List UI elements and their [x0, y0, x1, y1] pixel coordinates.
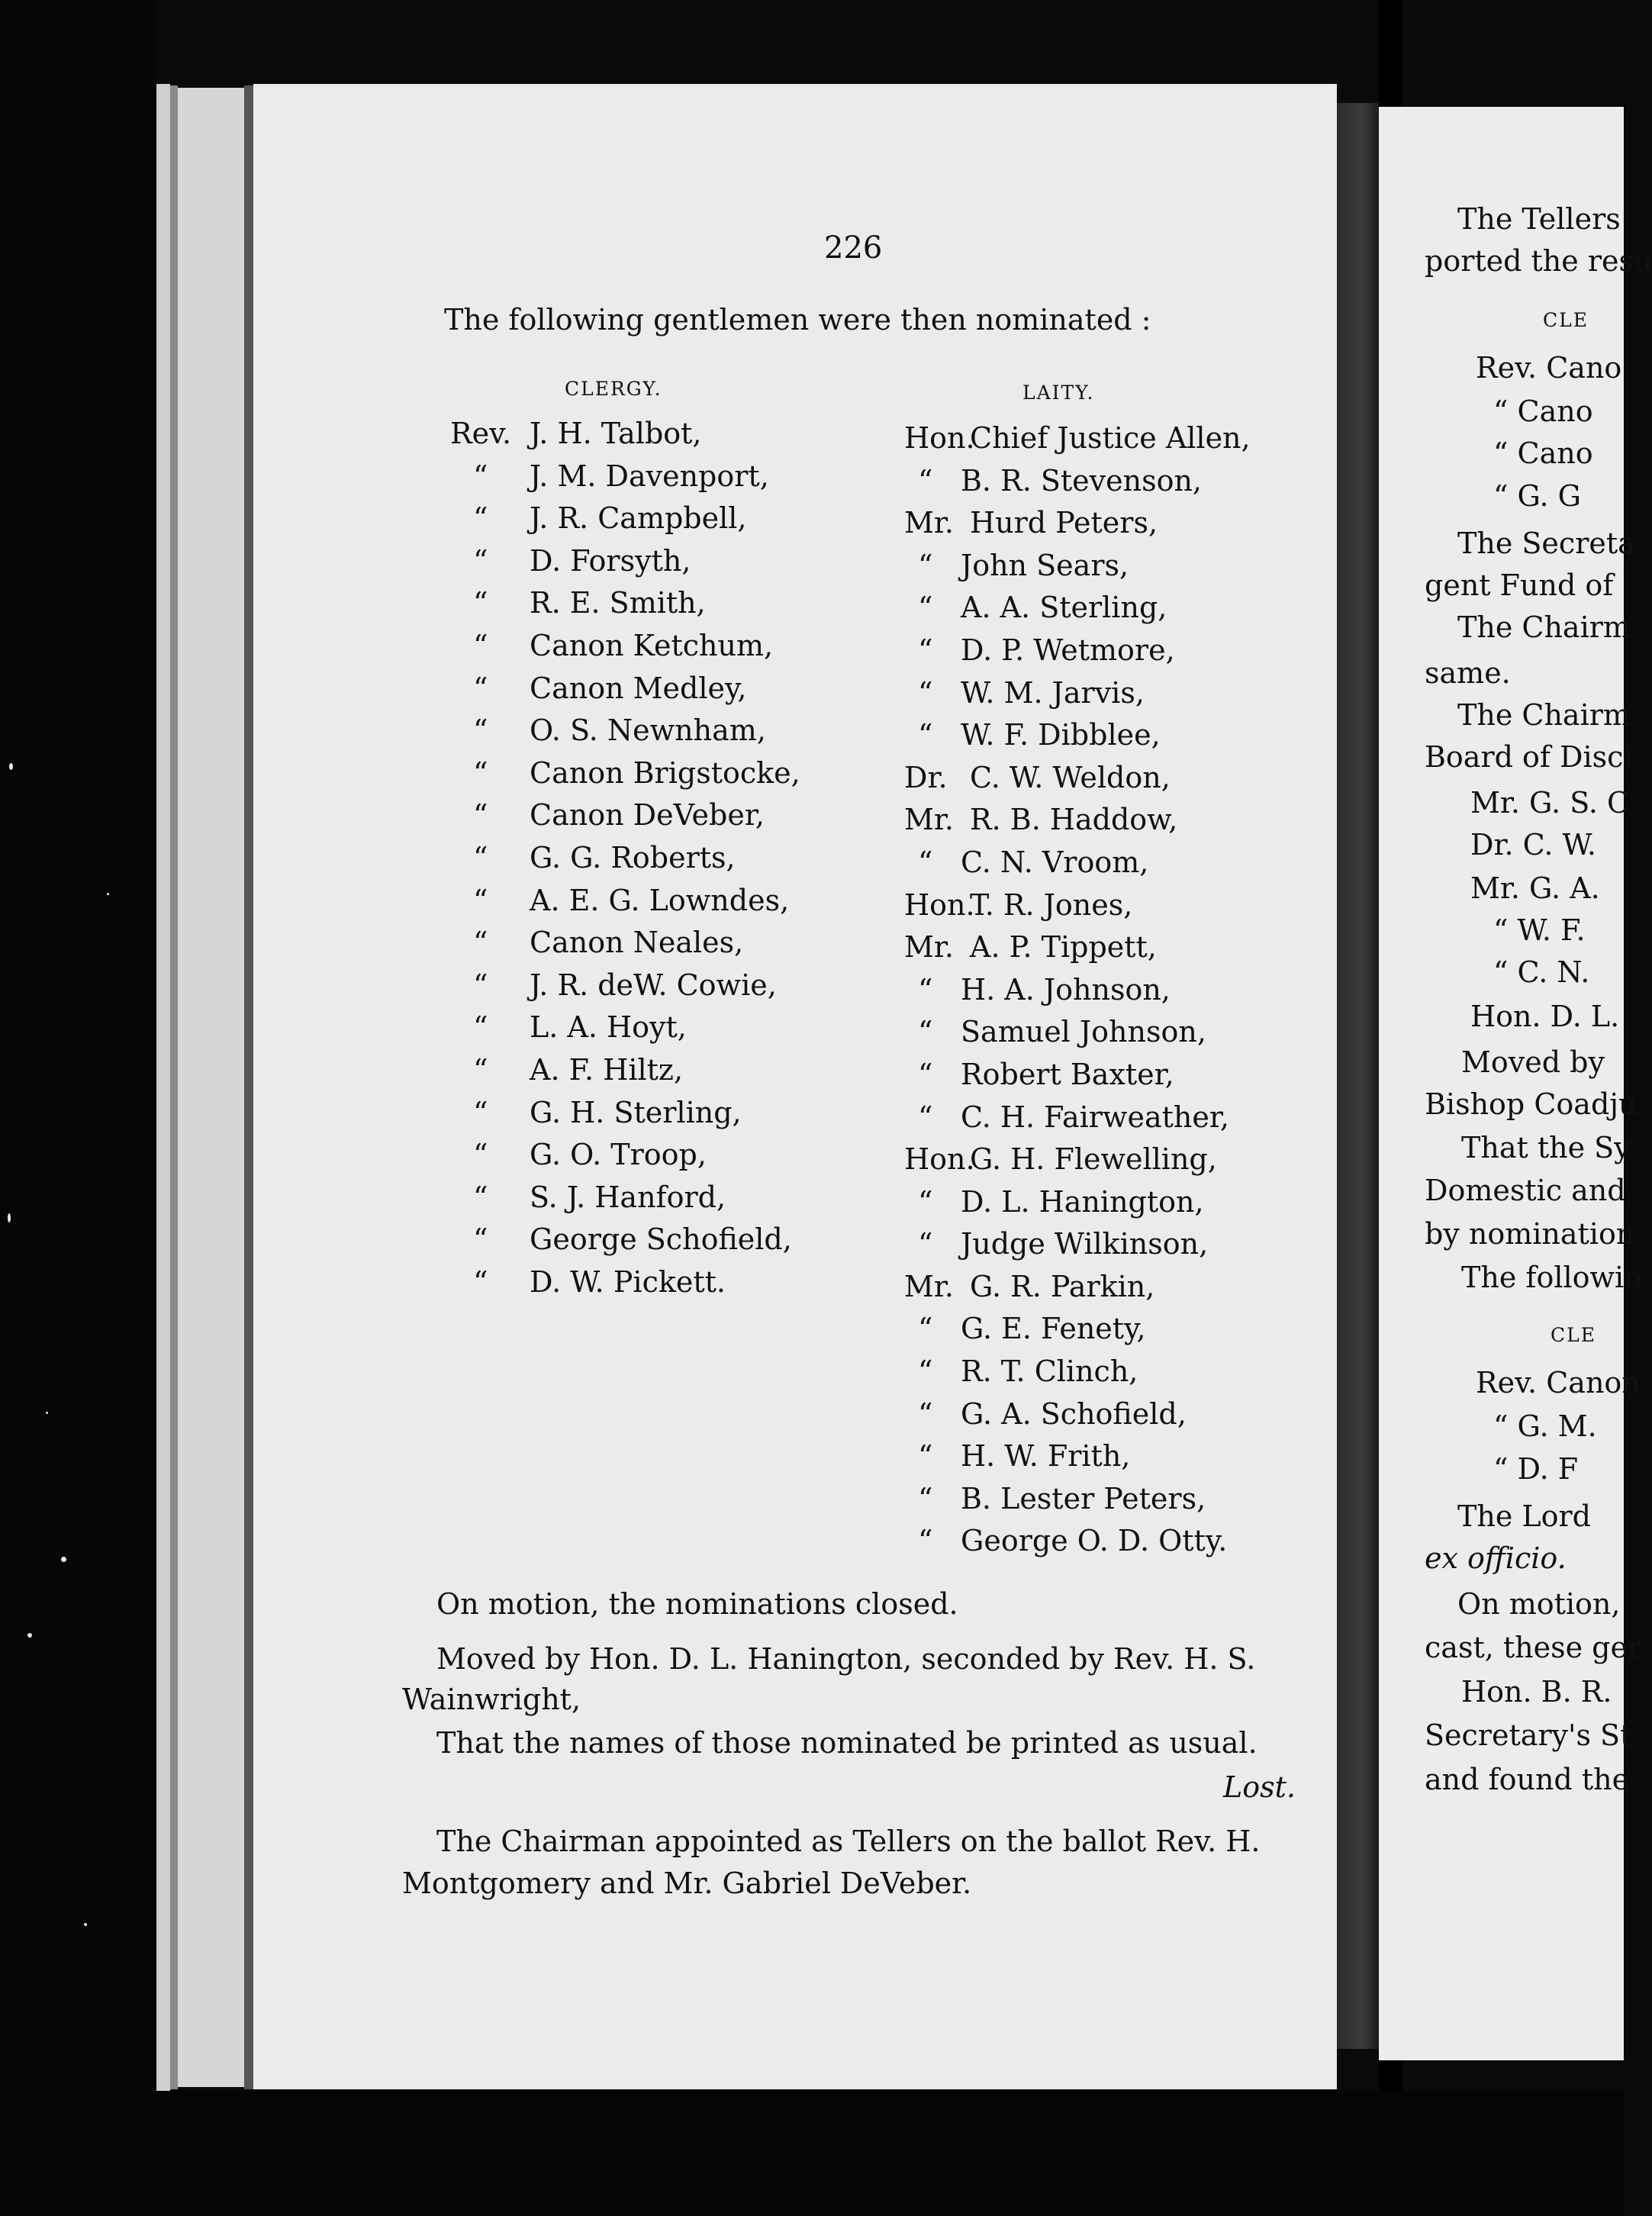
laity-entry: [904, 1312, 1251, 1354]
title-prefix: Mr.: [904, 930, 954, 965]
person-name: O. S. Newnham,: [530, 713, 766, 748]
intro-line: The following gentlemen were then nominated :: [444, 303, 1151, 337]
title-prefix: Mr.: [904, 506, 954, 540]
laity-entry: [904, 1524, 1251, 1567]
laity-entry: [904, 1227, 1251, 1270]
page-number: 226: [824, 230, 883, 266]
right-page-line: Mr. G. A.: [1470, 871, 1600, 905]
right-page-line: ported the resu: [1425, 244, 1652, 278]
laity-entry: [904, 718, 1251, 761]
person-name: Samuel Johnson,: [961, 1015, 1206, 1049]
dust-speck: [9, 763, 13, 770]
title-prefix: Mr.: [904, 803, 954, 837]
right-page-line: On motion,: [1457, 1587, 1621, 1621]
person-name: C. W. Weldon,: [970, 760, 1171, 794]
person-name: W. F. Dibblee,: [961, 718, 1161, 752]
ditto-mark: “: [918, 548, 933, 582]
scan-dark-margin-bottom: [0, 2091, 1624, 2216]
right-page-line: Bishop Coadju: [1425, 1087, 1638, 1121]
ditto-mark: “: [918, 1227, 933, 1261]
person-name: G. O. Troop,: [530, 1138, 707, 1172]
ditto-mark: “: [473, 1010, 488, 1045]
person-name: H. A. Johnson,: [961, 972, 1171, 1007]
person-name: G. R. Parkin,: [970, 1269, 1155, 1303]
page-stack-edge: [244, 85, 253, 2089]
right-page-line: “ Cano: [1493, 395, 1593, 428]
dust-speck: [84, 1923, 87, 1926]
right-page-line: Hon. D. L.: [1470, 1000, 1620, 1033]
ditto-mark: “: [473, 501, 488, 536]
right-page-line: The Chairm: [1457, 698, 1631, 732]
ditto-mark: “: [918, 1354, 933, 1389]
person-name: L. A. Hoyt,: [530, 1010, 687, 1045]
right-page-line: Rev. Canon: [1476, 1366, 1641, 1399]
laity-entry: [904, 1015, 1251, 1058]
person-name: B. R. Stevenson,: [961, 463, 1203, 498]
laity-entry: [904, 464, 1251, 507]
ditto-mark: “: [918, 675, 933, 710]
ditto-mark: “: [473, 1052, 488, 1087]
person-name: R. E. Smith,: [530, 586, 706, 620]
right-page-line: Mr. G. S. C: [1470, 786, 1630, 820]
title-prefix: Hon.: [904, 1142, 975, 1177]
laity-entry: [904, 973, 1251, 1016]
person-name: J. M. Davenport,: [530, 459, 769, 493]
person-name: T. R. Jones,: [970, 887, 1133, 922]
right-page-line: “ Cano: [1493, 436, 1593, 470]
clergy-entry: [450, 544, 800, 587]
laity-entry: [904, 549, 1251, 591]
clergy-entry: [450, 672, 800, 714]
laity-entry: [904, 803, 1251, 845]
clergy-entry: [450, 968, 800, 1011]
person-name: J. H. Talbot,: [530, 417, 702, 450]
right-page-line: by nomination: [1425, 1217, 1635, 1251]
right-page-line: Dr. C. W.: [1470, 828, 1596, 862]
dust-speck: [107, 893, 109, 895]
right-page-line: “ G. G: [1493, 479, 1582, 513]
laity-entry: [904, 930, 1251, 973]
ditto-mark: “: [918, 1396, 933, 1431]
ditto-mark: “: [473, 755, 488, 790]
right-page-line: CLE: [1543, 309, 1589, 331]
right-page-line: The Secreta: [1457, 527, 1635, 560]
laity-header: LAITY.: [1022, 382, 1095, 404]
right-page-line: Moved by: [1461, 1045, 1605, 1079]
clergy-entry: [450, 713, 800, 756]
clergy-entry: [450, 756, 800, 799]
person-name: H. W. Frith,: [961, 1439, 1131, 1474]
laity-entry: [904, 845, 1251, 888]
ditto-mark: “: [473, 883, 488, 917]
right-page-line: cast, these ger: [1425, 1631, 1642, 1664]
dust-speck: [8, 1213, 11, 1222]
person-name: C. H. Fairweather,: [961, 1100, 1229, 1134]
page-stack-edge: [170, 85, 178, 2089]
laity-entry: [904, 676, 1251, 719]
right-page-line: “ G. M.: [1493, 1409, 1597, 1443]
laity-entry: [904, 1482, 1251, 1525]
laity-entry: [904, 1270, 1251, 1313]
ditto-mark: “: [473, 671, 488, 705]
ditto-mark: “: [918, 1100, 933, 1134]
ditto-mark: “: [918, 1184, 933, 1219]
person-name: J. R. Campbell,: [530, 501, 747, 536]
ditto-mark: “: [918, 1439, 933, 1474]
right-page-line: Secretary's St: [1425, 1718, 1632, 1752]
ditto-mark: “: [918, 845, 933, 879]
person-name: Chief Justice Allen,: [970, 421, 1251, 455]
book-gutter: [1337, 103, 1379, 2049]
ditto-mark: “: [918, 633, 933, 667]
person-name: Canon Ketchum,: [530, 628, 774, 662]
person-name: C. N. Vroom,: [961, 845, 1149, 879]
clergy-entry: [450, 501, 800, 544]
person-name: Robert Baxter,: [961, 1057, 1174, 1091]
ditto-mark: “: [918, 1312, 933, 1346]
laity-entry: [904, 1397, 1251, 1440]
person-name: R. T. Clinch,: [961, 1354, 1138, 1389]
person-name: Canon Neales,: [530, 926, 744, 960]
person-name: R. B. Haddow,: [970, 803, 1178, 837]
title-prefix: Hon.: [904, 421, 975, 455]
ditto-mark: “: [473, 628, 488, 662]
right-page-line: That the Sy: [1461, 1131, 1631, 1164]
right-page-line: gent Fund of: [1425, 568, 1614, 602]
person-name: B. Lester Peters,: [961, 1481, 1206, 1515]
page-stack-edge: [178, 88, 251, 2087]
laity-entry: [904, 1185, 1251, 1228]
motion-result-lost: Lost.: [1223, 1770, 1296, 1804]
ditto-mark: “: [918, 1015, 933, 1049]
dust-speck: [27, 1633, 32, 1638]
laity-list: [904, 421, 1251, 1567]
right-page-line: CLE: [1551, 1324, 1596, 1346]
laity-entry: [904, 506, 1251, 549]
ditto-mark: “: [918, 1481, 933, 1515]
right-page-line: The Chairm: [1457, 610, 1631, 644]
paragraph-printed-as-usual: That the names of those nominated be printed as usual.: [436, 1726, 1258, 1760]
laity-entry: [904, 1142, 1251, 1185]
right-page-line: Hon. B. R.: [1461, 1675, 1612, 1709]
clergy-entry: [450, 586, 800, 629]
clergy-entry: [450, 884, 800, 926]
right-page-line: The Tellers: [1457, 202, 1621, 236]
title-prefix: Hon.: [904, 887, 975, 922]
ditto-mark: “: [473, 586, 488, 620]
ditto-mark: “: [473, 1095, 488, 1129]
ditto-mark: “: [473, 1264, 488, 1299]
clergy-entry: [450, 1010, 800, 1053]
laity-entry: [904, 591, 1251, 633]
person-name: A. A. Sterling,: [961, 591, 1167, 625]
ditto-mark: “: [918, 1057, 933, 1091]
person-name: G. H. Flewelling,: [970, 1142, 1217, 1177]
paragraph-moved-line-2: Wainwright,: [402, 1683, 581, 1716]
laity-entry: [904, 1354, 1251, 1397]
clergy-entry: [450, 1138, 800, 1180]
person-name: Judge Wilkinson,: [961, 1227, 1209, 1261]
clergy-entry: [450, 1053, 800, 1096]
laity-entry: [904, 1058, 1251, 1100]
dust-speck: [46, 1412, 48, 1414]
person-name: G. G. Roberts,: [530, 840, 736, 874]
right-page-line: “ D. F: [1493, 1452, 1579, 1486]
paragraph-moved-line-1: Moved by Hon. D. L. Hanington, seconded by Rev. H. S.: [436, 1642, 1256, 1676]
ditto-mark: “: [918, 972, 933, 1007]
right-page-line: “ C. N.: [1493, 955, 1590, 989]
person-name: J. R. deW. Cowie,: [530, 968, 777, 1002]
person-name: D. L. Hanington,: [961, 1184, 1204, 1219]
ditto-mark: “: [473, 926, 488, 960]
paragraph-tellers-line-2: Montgomery and Mr. Gabriel DeVeber.: [402, 1867, 972, 1900]
laity-entry: [904, 1100, 1251, 1143]
person-name: A. P. Tippett,: [970, 930, 1157, 965]
clergy-entry: [450, 1222, 800, 1265]
person-name: D. W. Pickett.: [530, 1264, 726, 1299]
person-name: A. F. Hiltz,: [530, 1052, 684, 1087]
ditto-mark: “: [918, 463, 933, 498]
right-page-line: The Lord: [1457, 1499, 1591, 1533]
clergy-entry: [450, 1096, 800, 1139]
laity-entry: [904, 888, 1251, 931]
person-name: Canon Medley,: [530, 671, 747, 705]
clergy-entry: [450, 459, 800, 502]
title-prefix: Rev.: [450, 417, 512, 450]
person-name: George O. D. Otty.: [961, 1524, 1228, 1558]
ditto-mark: “: [918, 1524, 933, 1558]
ditto-mark: “: [473, 798, 488, 833]
ditto-mark: “: [918, 718, 933, 752]
clergy-entry: [450, 841, 800, 884]
ditto-mark: “: [918, 591, 933, 625]
clergy-header: CLERGY.: [565, 378, 662, 400]
person-name: Canon DeVeber,: [530, 798, 765, 833]
ditto-mark: “: [473, 840, 488, 874]
person-name: George Schofield,: [530, 1222, 792, 1257]
ditto-mark: “: [473, 713, 488, 748]
laity-entry: [904, 1439, 1251, 1482]
page-stack-edge: [156, 84, 170, 2091]
scan-dark-margin-left: [0, 0, 156, 2216]
paragraph-tellers-line-1: The Chairman appointed as Tellers on the ballot Rev. H.: [436, 1825, 1261, 1858]
ditto-mark: “: [473, 543, 488, 578]
right-page-line: and found the: [1425, 1763, 1630, 1796]
clergy-entry: [450, 417, 800, 459]
ditto-mark: “: [473, 1180, 488, 1214]
clergy-entry: [450, 926, 800, 968]
clergy-entry: [450, 1180, 800, 1223]
clergy-entry: [450, 1265, 800, 1308]
laity-entry: [904, 761, 1251, 804]
title-prefix: Mr.: [904, 1269, 954, 1303]
ditto-mark: “: [473, 459, 488, 493]
person-name: D. P. Wetmore,: [961, 633, 1175, 667]
right-page-line: Rev. Cano: [1476, 351, 1622, 385]
right-page-line: same.: [1425, 656, 1511, 690]
person-name: W. M. Jarvis,: [961, 675, 1145, 710]
person-name: S. J. Hanford,: [530, 1180, 726, 1214]
person-name: John Sears,: [961, 548, 1129, 582]
right-page-line: ex officio.: [1425, 1541, 1567, 1575]
ditto-mark: “: [473, 968, 488, 1002]
paragraph-nominations-closed: On motion, the nominations closed.: [436, 1587, 958, 1621]
person-name: Hurd Peters,: [970, 506, 1158, 540]
person-name: G. A. Schofield,: [961, 1396, 1187, 1431]
person-name: Canon Brigstocke,: [530, 755, 800, 790]
person-name: D. Forsyth,: [530, 543, 691, 578]
right-page-line: “ W. F.: [1493, 913, 1586, 947]
ditto-mark: “: [473, 1222, 488, 1257]
clergy-entry: [450, 798, 800, 841]
right-page-partial: [1379, 107, 1652, 2060]
person-name: G. E. Fenety,: [961, 1312, 1146, 1346]
right-page-line: The followin: [1461, 1261, 1643, 1294]
ditto-mark: “: [473, 1138, 488, 1172]
right-page-line: Domestic and: [1425, 1174, 1626, 1207]
person-name: G. H. Sterling,: [530, 1095, 742, 1129]
right-page-line: Board of Disci: [1425, 740, 1633, 774]
clergy-list: [450, 417, 800, 1307]
person-name: A. E. G. Lowndes,: [530, 883, 790, 917]
dust-speck: [61, 1557, 66, 1562]
laity-entry: [904, 421, 1251, 464]
laity-entry: [904, 633, 1251, 676]
title-prefix: Dr.: [904, 760, 948, 794]
clergy-entry: [450, 629, 800, 672]
